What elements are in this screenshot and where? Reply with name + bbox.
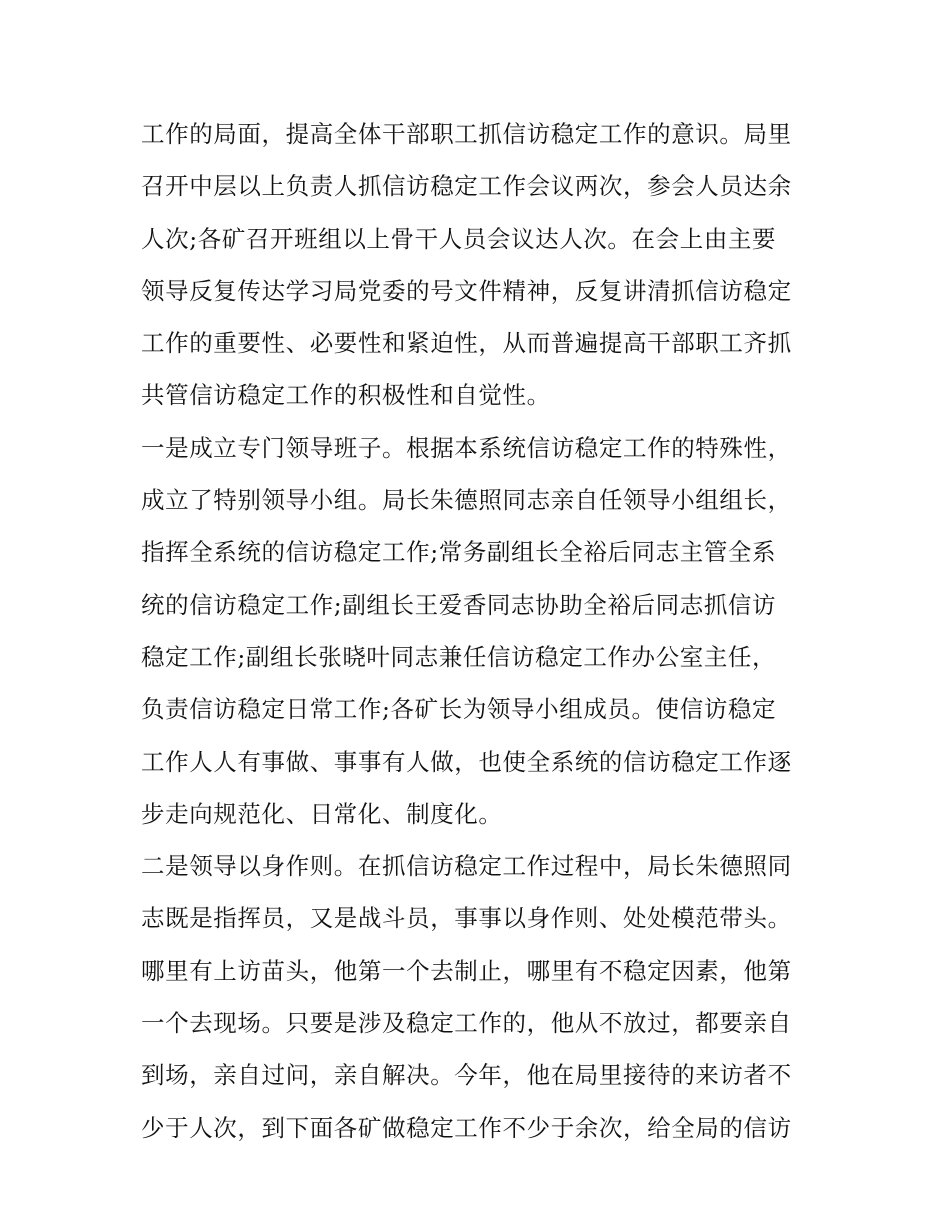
text-line: 二是领导以身作则。在抓信访稳定工作过程中，局长朱德照同: [141, 852, 792, 881]
text-line: 工作的局面，提高全体干部职工抓信访稳定工作的意识。局里: [141, 120, 792, 148]
text-line: 负责信访稳定日常工作;各矿长为领导小组成员。使信访稳定: [141, 695, 777, 724]
text-line: 稳定工作;副组长张晓叶同志兼任信访稳定工作办公室主任，: [141, 642, 777, 671]
document-body: [141, 108, 821, 1154]
text-line: 成立了特别领导小组。局长朱德照同志亲自任领导小组组长，: [141, 486, 792, 515]
text-line: 工作人人有事做、事事有人做，也使全系统的信访稳定工作逐: [141, 747, 792, 776]
text-line: 工作的重要性、必要性和紧迫性，从而普遍提高干部职工齐抓: [141, 329, 792, 358]
text-line: 一是成立专门领导班子。根据本系统信访稳定工作的特殊性，: [141, 433, 792, 462]
text-line: 步走向规范化、日常化、制度化。: [141, 799, 503, 828]
text-line: 召开中层以上负责人抓信访稳定工作会议两次，参会人员达余: [141, 172, 792, 201]
text-line: 哪里有上访苗头，他第一个去制止，哪里有不稳定因素，他第: [141, 956, 792, 985]
text-line: 少于人次，到下面各矿做稳定工作不少于余次，给全局的信访: [141, 1113, 792, 1142]
text-line: 到场，亲自过问，亲自解决。今年，他在局里接待的来访者不: [141, 1061, 792, 1090]
text-line: 统的信访稳定工作;副组长王爱香同志协助全裕后同志抓信访: [141, 590, 777, 619]
text-line: 一个去现场。只要是涉及稳定工作的，他从不放过，都要亲自: [141, 1009, 792, 1038]
text-line: 指挥全系统的信访稳定工作;常务副组长全裕后同志主管全系: [141, 538, 777, 567]
text-line: 共管信访稳定工作的积极性和自觉性。: [141, 381, 551, 410]
text-line: 志既是指挥员，又是战斗员，事事以身作则、处处模范带头。: [141, 904, 792, 933]
text-line: 领导反复传达学习局党委的号文件精神，反复讲清抓信访稳定: [141, 276, 792, 305]
text-line: 人次;各矿召开班组以上骨干人员会议达人次。在会上由主要: [141, 224, 777, 253]
